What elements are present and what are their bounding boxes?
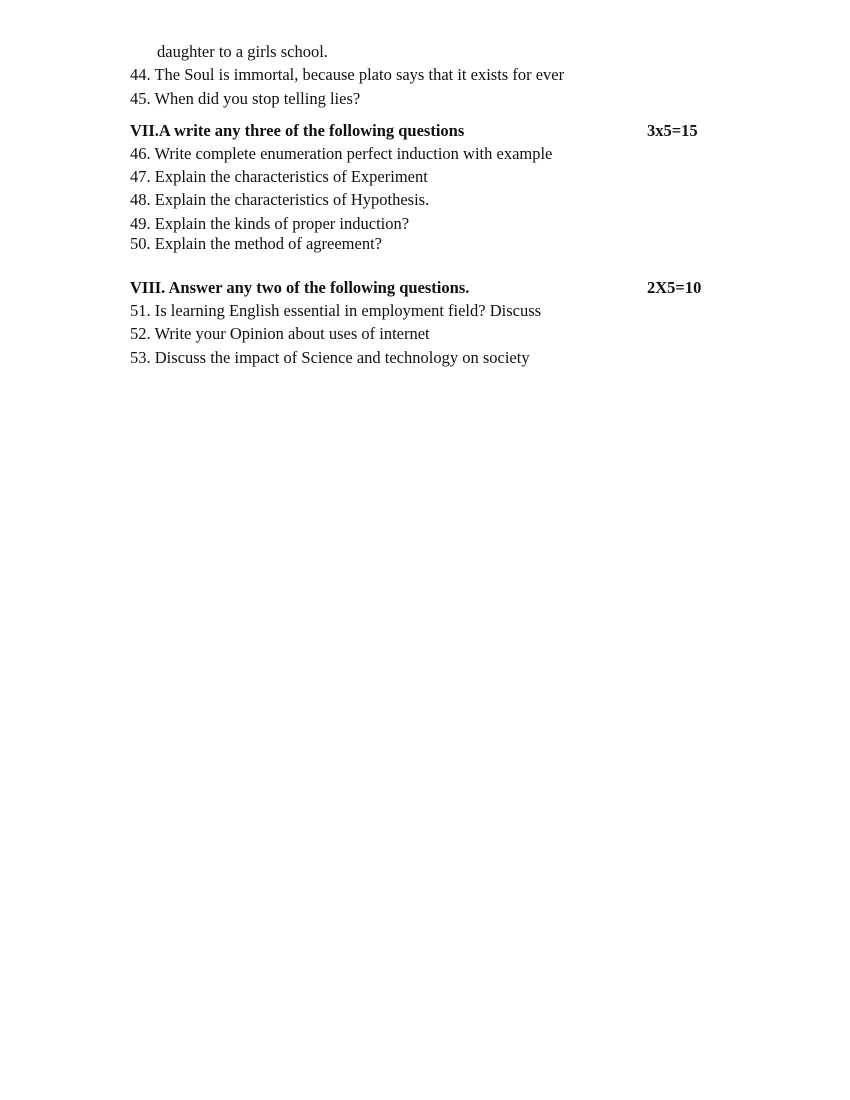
section-vii-heading: VII.A write any three of the following questions xyxy=(130,121,465,140)
question-51: 51. Is learning English essential in employment field? Discuss xyxy=(130,301,542,320)
question-continuation-line: daughter to a girls school. xyxy=(157,42,328,61)
section-vii-marks: 3x5=15 xyxy=(647,121,698,140)
question-46: 46. Write complete enumeration perfect induction with example xyxy=(130,144,553,163)
section-viii-heading: VIII. Answer any two of the following questions. xyxy=(130,278,470,297)
question-52: 52. Write your Opinion about uses of internet xyxy=(130,324,430,343)
question-53: 53. Discuss the impact of Science and technology on society xyxy=(130,348,530,367)
question-50: 50. Explain the method of agreement? xyxy=(130,234,382,253)
section-viii-marks: 2X5=10 xyxy=(647,278,702,297)
question-45: 45. When did you stop telling lies? xyxy=(130,89,361,108)
question-49: 49. Explain the kinds of proper induction? xyxy=(130,214,410,233)
question-48: 48. Explain the characteristics of Hypothesis. xyxy=(130,190,430,209)
question-47: 47. Explain the characteristics of Experiment xyxy=(130,167,428,186)
question-44: 44. The Soul is immortal, because plato says that it exists for ever xyxy=(130,65,565,84)
